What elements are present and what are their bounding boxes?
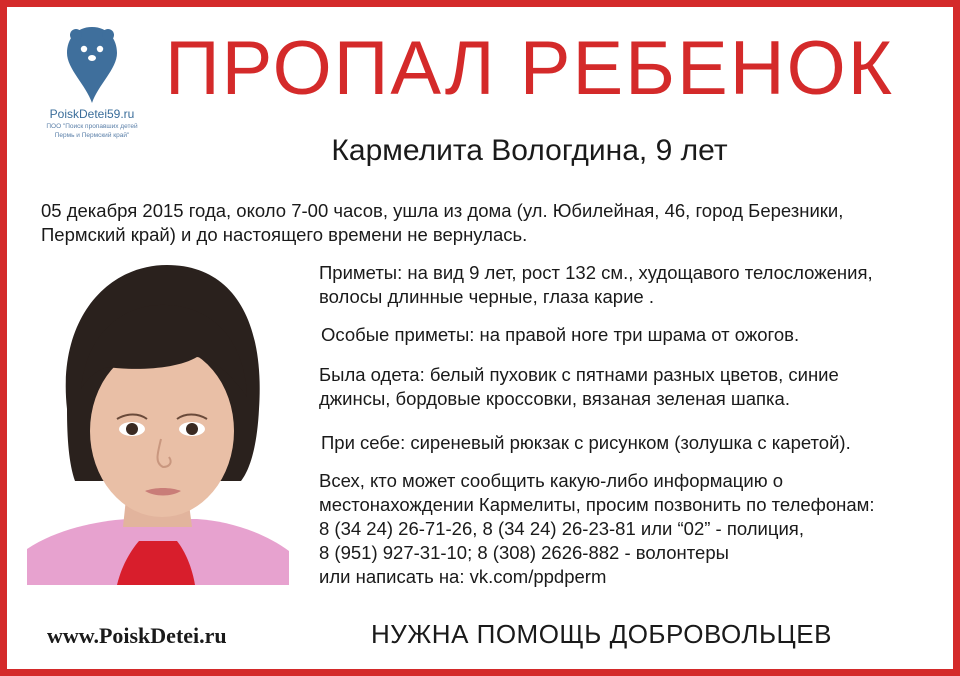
footer-help-call: НУЖНА ПОМОЩЬ ДОБРОВОЛЬЦЕВ: [371, 619, 832, 649]
contact-line-2: местонахождении Кармелиты, просим позвонить по телефонам:: [319, 494, 875, 515]
marks-block: [321, 323, 951, 347]
appearance-block: [319, 261, 949, 309]
intro-line-1: 05 декабря 2015 года, около 7-00 часов, ушла из дома (ул. Юбилейная, 46, город Березники,: [41, 200, 844, 221]
clothes-line-1: Была одета: белый пуховик с пятнами разных цветов, синие: [319, 364, 839, 385]
logo-org-line2: Пермь и Пермский край": [54, 132, 130, 139]
belongings-line: При себе: сиреневый рюкзак с рисунком (золушка с каретой).: [321, 432, 851, 453]
bear-pin-icon: [64, 23, 120, 105]
belongings-block: [321, 431, 951, 455]
logo-org-line1: ПОО "Поиск пропавших детей: [46, 123, 138, 130]
clothes-block: [319, 363, 949, 411]
contact-line-1: Всех, кто может сообщить какую-либо информацию о: [319, 470, 784, 491]
logo: [37, 23, 147, 139]
contact-line-3: 8 (34 24) 26-71-26, 8 (34 24) 26-23-81 или “02” - полиция,: [319, 518, 804, 539]
appearance-line-2: волосы длинные черные, глаза карие .: [319, 286, 654, 307]
logo-site: PoiskDetei59.ru: [49, 107, 135, 121]
contact-block: [319, 469, 949, 589]
clothes-line-2: джинсы, бордовые кроссовки, вязаная зеленая шапка.: [319, 388, 790, 409]
appearance-line-1: Приметы: на вид 9 лет, рост 132 см., худощавого телосложения,: [319, 262, 873, 283]
marks-line: Особые приметы: на правой ноге три шрама от ожогов.: [321, 324, 800, 345]
contact-line-5: или написать на: vk.com/ppdperm: [319, 566, 607, 587]
intro-line-2: Пермский край) и до настоящего времени не вернулась.: [41, 224, 528, 245]
contact-line-4: 8 (951) 927-31-10; 8 (308) 2626-882 - волонтеры: [319, 542, 729, 563]
headline: ПРОПАЛ РЕБЕНОК: [165, 26, 894, 111]
child-name: Кармелита Вологдина, 9 лет: [331, 134, 728, 167]
footer-website: www.PoiskDetei.ru: [47, 623, 227, 648]
child-photo: [27, 259, 289, 585]
intro-text: [41, 199, 941, 247]
